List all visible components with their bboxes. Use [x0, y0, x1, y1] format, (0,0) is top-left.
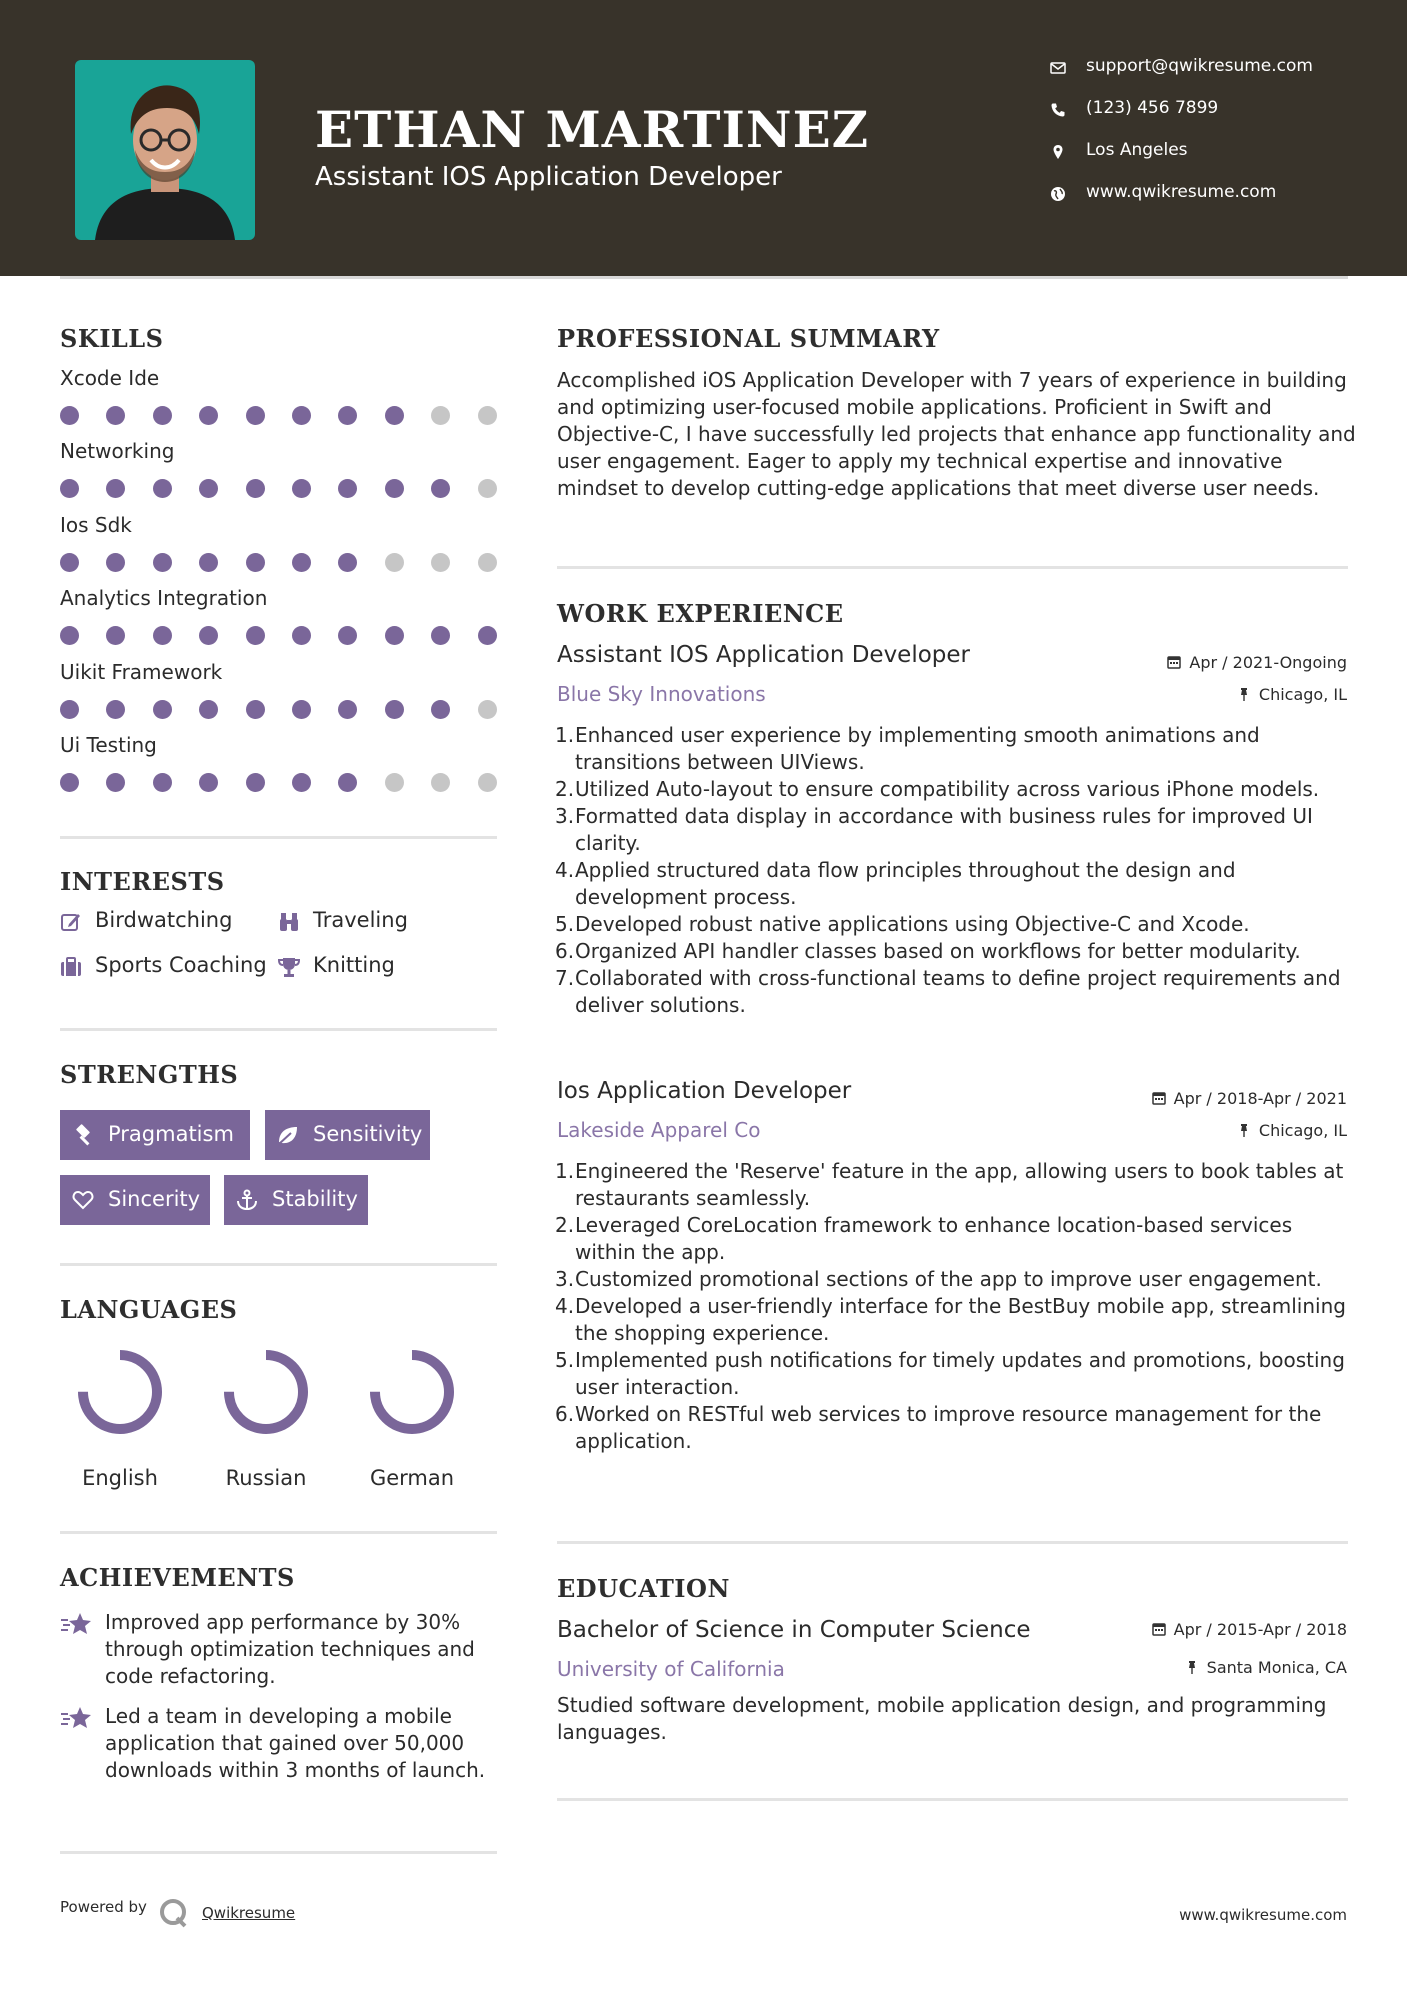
profile-photo: [75, 60, 255, 240]
rating-dot-filled: [60, 626, 79, 645]
rating-dot-filled: [385, 406, 404, 425]
rating-dot-filled: [292, 553, 311, 572]
languages-heading: LANGUAGES: [60, 1295, 238, 1324]
rating-dot-filled: [60, 406, 79, 425]
rating-dot-filled: [385, 626, 404, 645]
skill-rating: [60, 406, 500, 426]
interest-label: Sports Coaching: [95, 953, 267, 977]
language-proficiency-arc: [83, 1355, 157, 1429]
rating-dot-filled: [246, 773, 265, 792]
skill-name: Ui Testing: [60, 732, 157, 757]
rating-dot-empty: [431, 773, 450, 792]
rating-dot-filled: [292, 626, 311, 645]
strength-label: Sincerity: [108, 1187, 201, 1211]
language-item: [357, 1346, 467, 1490]
section-divider: [60, 1851, 497, 1854]
rating-dot-filled: [292, 479, 311, 498]
rating-dot-filled: [478, 626, 497, 645]
job-bullet: 1. Engineered the 'Reserve' feature in the app, allowing users to book tables at restaurants seamlessly.: [555, 1159, 1344, 1210]
achievement-text: Led a team in developing a mobile application that gained over 50,000 downloads within 3 months of launch.: [105, 1704, 486, 1782]
interest-label: Birdwatching: [95, 908, 233, 932]
job-bullet: 4. Applied structured data flow principles throughout the design and development process.: [555, 858, 1236, 909]
language-proficiency-ring: [366, 1346, 458, 1438]
rating-dot-empty: [478, 700, 497, 719]
pushpin-icon: [1185, 1660, 1199, 1674]
skills-heading: SKILLS: [60, 324, 164, 353]
job-bullet: 2. Leveraged CoreLocation framework to enhance location-based services within the app.: [555, 1213, 1293, 1264]
job-dates-text: Apr / 2018-Apr / 2021: [1173, 1089, 1347, 1108]
language-name: Russian: [225, 1466, 307, 1490]
education-degree: Bachelor of Science in Computer Science: [557, 1617, 1031, 1643]
strength-label: Pragmatism: [108, 1122, 234, 1146]
rating-dot-filled: [60, 773, 79, 792]
strength-badge: [60, 1110, 250, 1160]
contact-phone-text: (123) 456 7899: [1086, 98, 1219, 118]
language-proficiency-arc: [375, 1355, 449, 1429]
job-bullet: 2. Utilized Auto-layout to ensure compatibility across various iPhone models.: [555, 777, 1320, 801]
job-title: Assistant IOS Application Developer: [557, 642, 971, 668]
job-dates: [1152, 1089, 1347, 1108]
rating-dot-filled: [106, 626, 125, 645]
job-bullet: 1. Enhanced user experience by implementing smooth animations and transitions between UIViews.: [555, 723, 1260, 774]
rating-dot-empty: [431, 406, 450, 425]
job-bullet: 3. Customized promotional sections of the app to improve user engagement.: [555, 1267, 1322, 1291]
rating-dot-filled: [153, 479, 172, 498]
globe-icon: [1050, 186, 1066, 202]
section-divider: [60, 1531, 497, 1534]
section-divider: [557, 1798, 1348, 1801]
rating-dot-empty: [385, 773, 404, 792]
footer-brand-link[interactable]: Qwikresume: [202, 1904, 296, 1922]
education-dates-text: Apr / 2015-Apr / 2018: [1173, 1620, 1347, 1639]
job-location: [1237, 1121, 1347, 1140]
job-company: Lakeside Apparel Co: [557, 1118, 761, 1142]
job-title: Ios Application Developer: [557, 1078, 852, 1104]
rating-dot-filled: [338, 406, 357, 425]
rating-dot-filled: [153, 700, 172, 719]
rating-dot-filled: [60, 479, 79, 498]
candidate-name: ETHAN MARTINEZ: [315, 100, 870, 159]
job-bullets: [557, 1158, 1357, 1455]
rating-dot-empty: [431, 553, 450, 572]
work-heading: WORK EXPERIENCE: [557, 599, 844, 628]
contact-website-text: www.qwikresume.com: [1086, 182, 1277, 202]
rating-dot-filled: [385, 479, 404, 498]
job-bullets: [557, 722, 1357, 1019]
binoculars-icon: [278, 911, 300, 933]
language-name: German: [369, 1466, 455, 1490]
skill-name: Ios Sdk: [60, 512, 132, 537]
rating-dot-filled: [431, 700, 450, 719]
rating-dot-filled: [292, 406, 311, 425]
job-location-text: Chicago, IL: [1258, 1121, 1347, 1140]
shooting-star-icon: [60, 1705, 92, 1731]
job-bullet: 5. Developed robust native applications using Objective-C and Xcode.: [555, 912, 1250, 936]
job-bullet: 3. Formatted data display in accordance with business rules for improved UI clarity.: [555, 804, 1313, 855]
job-bullet: 5. Implemented push notifications for timely updates and promotions, boosting user interaction.: [555, 1348, 1345, 1399]
rating-dot-filled: [431, 479, 450, 498]
achievements-heading: ACHIEVEMENTS: [60, 1563, 295, 1592]
skill-item: [60, 513, 500, 586]
rating-dot-filled: [338, 773, 357, 792]
rating-dot-filled: [106, 553, 125, 572]
job-bullet: 7. Collaborated with cross-functional teams to define project requirements and deliver solutions.: [555, 966, 1341, 1017]
language-item: [211, 1346, 321, 1490]
rating-dot-filled: [292, 773, 311, 792]
strength-label: Stability: [272, 1187, 358, 1211]
interest-label: Knitting: [313, 953, 395, 977]
map-pin-icon: [1050, 144, 1066, 160]
job-location: [1237, 685, 1347, 704]
header-divider: [60, 276, 1348, 279]
anchor-icon: [236, 1189, 258, 1211]
section-divider: [60, 1028, 497, 1031]
skill-name: Analytics Integration: [60, 586, 268, 611]
education-dates: [1152, 1620, 1347, 1639]
rating-dot-filled: [199, 479, 218, 498]
rating-dot-filled: [199, 553, 218, 572]
skill-name: Xcode Ide: [60, 366, 160, 390]
interests-heading: INTERESTS: [60, 867, 225, 896]
footer-url[interactable]: www.qwikresume.com: [1179, 1906, 1347, 1924]
briefcase-icon: [60, 956, 82, 978]
rating-dot-filled: [246, 553, 265, 572]
education-location: [1185, 1658, 1347, 1677]
rating-dot-filled: [199, 700, 218, 719]
summary-text: Accomplished iOS Application Developer with 7 years of experience in building and optimizing user-focused mobile applications. Proficient in Swift and Objective-C, I have successfully led projects that enhance app functionality and user engagement. Eager to apply my technical expertise and innovative mindset to develop cutting-edge applications that meet diverse user needs.: [557, 368, 1356, 500]
rating-dot-filled: [60, 553, 79, 572]
rating-dot-empty: [478, 553, 497, 572]
strength-badge: [265, 1110, 430, 1160]
strengths-heading: STRENGTHS: [60, 1060, 239, 1089]
leaf-icon: [277, 1124, 299, 1146]
achievement-text: Improved app performance by 30% through optimization techniques and code refactoring.: [105, 1610, 475, 1688]
skill-rating: [60, 553, 500, 573]
skill-name: Uikit Framework: [60, 659, 223, 684]
rating-dot-filled: [431, 626, 450, 645]
section-divider: [60, 1263, 497, 1266]
heart-icon: [72, 1189, 94, 1211]
pencil-square-icon: [60, 911, 82, 933]
candidate-title: Assistant IOS Application Developer: [315, 162, 782, 192]
skill-item: [60, 366, 500, 439]
rating-dot-filled: [338, 626, 357, 645]
skill-rating: [60, 773, 500, 793]
calendar-icon: [1152, 1622, 1166, 1636]
skill-item: [60, 586, 500, 659]
skill-item: [60, 439, 500, 512]
rating-dot-filled: [385, 700, 404, 719]
trophy-icon: [278, 956, 300, 978]
skills-list: [60, 366, 500, 806]
avatar-illustration: [75, 60, 255, 240]
strength-badge: [60, 1175, 210, 1225]
job-dates-text: Apr / 2021-Ongoing: [1189, 653, 1347, 672]
skill-item: [60, 733, 500, 806]
rating-dot-filled: [199, 626, 218, 645]
job-dates: [1167, 653, 1347, 672]
rating-dot-filled: [106, 479, 125, 498]
rating-dot-filled: [153, 773, 172, 792]
contact-location-text: Los Angeles: [1086, 140, 1188, 160]
language-proficiency-arc: [229, 1355, 303, 1429]
rating-dot-filled: [246, 406, 265, 425]
shooting-star-icon: [60, 1611, 92, 1637]
job-company: Blue Sky Innovations: [557, 682, 766, 706]
phone-icon: [1050, 102, 1066, 118]
contact-email-text: support@qwikresume.com: [1086, 56, 1313, 76]
rating-dot-filled: [292, 700, 311, 719]
resume-header: [0, 0, 1407, 276]
rating-dot-filled: [338, 553, 357, 572]
skill-rating: [60, 700, 500, 720]
rating-dot-filled: [106, 773, 125, 792]
interest-label: Traveling: [313, 908, 408, 932]
rating-dot-filled: [338, 479, 357, 498]
job-location-text: Chicago, IL: [1258, 685, 1347, 704]
rating-dot-filled: [246, 626, 265, 645]
education-heading: EDUCATION: [557, 1574, 730, 1603]
rating-dot-empty: [478, 479, 497, 498]
rating-dot-filled: [246, 700, 265, 719]
rating-dot-empty: [385, 553, 404, 572]
rating-dot-filled: [199, 406, 218, 425]
language-name: English: [82, 1466, 158, 1490]
strength-label: Sensitivity: [313, 1122, 423, 1146]
section-divider: [557, 1541, 1348, 1544]
language-proficiency-ring: [74, 1346, 166, 1438]
education-description: Studied software development, mobile application design, and programming languages.: [557, 1693, 1327, 1744]
education-school: University of California: [557, 1657, 785, 1681]
rating-dot-filled: [106, 406, 125, 425]
qwikresume-logo-icon: [158, 1898, 190, 1928]
rating-dot-filled: [246, 479, 265, 498]
pushpin-icon: [1237, 687, 1251, 701]
rating-dot-filled: [153, 626, 172, 645]
job-bullet: 6. Organized API handler classes based on workflows for better modularity.: [555, 939, 1301, 963]
skill-item: [60, 660, 500, 733]
education-location-text: Santa Monica, CA: [1206, 1658, 1347, 1677]
rating-dot-empty: [478, 406, 497, 425]
calendar-icon: [1152, 1091, 1166, 1105]
calendar-icon: [1167, 655, 1181, 669]
rating-dot-filled: [153, 406, 172, 425]
language-proficiency-ring: [220, 1346, 312, 1438]
skill-name: Networking: [60, 439, 175, 464]
rating-dot-filled: [153, 553, 172, 572]
language-item: [65, 1346, 175, 1490]
rating-dot-filled: [60, 700, 79, 719]
gavel-icon: [72, 1124, 94, 1146]
strength-badge: [224, 1175, 368, 1225]
section-divider: [60, 836, 497, 839]
envelope-icon: [1050, 60, 1066, 76]
skill-rating: [60, 479, 500, 499]
section-divider: [557, 566, 1348, 569]
rating-dot-filled: [338, 700, 357, 719]
job-bullet: 6. Worked on RESTful web services to improve resource management for the application.: [555, 1402, 1322, 1453]
footer-powered-by: Powered by: [60, 1898, 147, 1916]
summary-heading: PROFESSIONAL SUMMARY: [557, 324, 940, 353]
rating-dot-filled: [199, 773, 218, 792]
job-bullet: 4. Developed a user-friendly interface for the BestBuy mobile app, streamlining the shopping experience.: [555, 1294, 1346, 1345]
pushpin-icon: [1237, 1123, 1251, 1137]
skill-rating: [60, 626, 500, 646]
rating-dot-filled: [106, 700, 125, 719]
rating-dot-empty: [478, 773, 497, 792]
